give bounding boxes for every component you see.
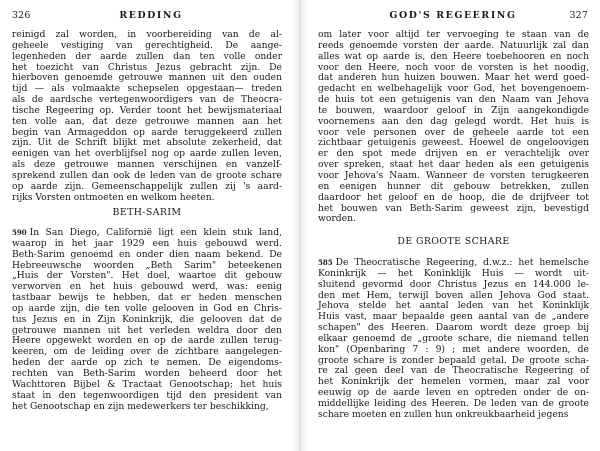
line-text: reeds genoemde vorsten der aarde. Natuurlijk zal dan — [318, 39, 589, 51]
line-text: tastbaar bewijs te hebben, dat er heden menschen — [12, 292, 282, 304]
line-text: verworven en het huis gebouwd werd, was: eenig — [12, 281, 282, 293]
line-text: middellijke leiding des Heeren. De leden van de groote — [318, 397, 589, 409]
line-text: daardoor het geloof en de hoop, die de drijfveer tot — [318, 191, 589, 203]
right-top-paragraph — [318, 30, 589, 225]
line-text: als de aardsche vertegenwoordigers van de Theocra- — [12, 94, 282, 106]
text-line — [318, 410, 589, 421]
line-text: rechten van Beth-Sarim worden beheerd door het — [12, 367, 282, 379]
line-text: tijd — als volmaakte schepselen opgestaan— treden — [12, 83, 282, 95]
line-text: te bouwen, waardoor geloof in Zijn aangekondigde — [318, 104, 589, 116]
text-line — [318, 204, 589, 215]
line-text: de huis tot een getuigenis van den Naam van Jehova — [318, 94, 589, 106]
line-text: over spreken, staat het daar heden als een getuigenis — [318, 159, 589, 171]
line-text: het toezicht van Christus Jezus gebracht zijn. De — [12, 61, 282, 73]
line-text: reinigd zal worden, in voorbereiding van de al- — [12, 29, 282, 40]
line-text: worden. — [318, 213, 356, 225]
line-text: „Huis der Vorsten". Het doel, waartoe dit gebouw — [12, 270, 282, 282]
line-text: geheele vestiging van gerechtigheid. De aange- — [12, 39, 282, 51]
line-text: rijks Vorsten ontmoeten en welkom heeten. — [12, 191, 215, 203]
line-text: elkaar genoemd de „groote schare, die niemand tellen — [318, 332, 589, 344]
line-text: het Koninkrijk der hemelen vormen, maar zal voor — [318, 376, 589, 388]
line-text: schare moeten en zullen hun onkreukbaarheid jegens — [318, 408, 569, 420]
paragraph-number: 585 — [318, 258, 333, 267]
left-section-paragraph — [12, 228, 282, 412]
line-text: Jehova stelde het aantal leden van het Koninklijk — [318, 300, 589, 312]
right-running-head: GOD'S REGEERING — [389, 10, 517, 21]
line-text: voor Jehova's Naam. Wanneer de vorsten terugkeeren — [318, 169, 589, 181]
line-text: Heere opgewekt worden en op de aarde zullen terug- — [12, 335, 282, 347]
line-text: den met Hem, terwijl boven allen Jehova God staat. — [318, 289, 589, 301]
line-text: re zal geen deel van de Theocratische Regeering of — [318, 365, 589, 377]
line-text: en eenigen hunner dit gebouw betrekken, zullen — [318, 180, 589, 192]
right-page — [304, 0, 600, 451]
line-text: staat in den tegenwoordigen tijd den president van — [12, 389, 282, 401]
text-line — [318, 214, 589, 225]
line-text: eenigen van het overblijfsel nog op aarde zullen leven, — [12, 148, 282, 160]
line-text: op aarde zijn. Gemeenschappelijk zullen zij 's aard- — [12, 180, 282, 192]
line-text: alles wat op aarde is, den Heere toebehooren en noch — [318, 50, 589, 62]
line-text: legenheden der aarde zullen dan ten volle onder — [12, 50, 282, 62]
right-page-header — [318, 10, 588, 24]
line-text: Wachttoren Bijbel & Tractaat Genootschap; het huis — [12, 378, 282, 390]
paragraph-number: 590 — [12, 228, 27, 237]
line-text: als deze getrouwe mannen verschijnen en vanzelf- — [12, 159, 282, 171]
line-text: zijn. Uit de Schrift blijkt met absolute zekerheid, dat — [12, 137, 282, 149]
right-section-paragraph — [318, 258, 589, 421]
line-text: sluitend gevormd door Christus Jezus en 144.000 le- — [318, 278, 589, 290]
line-text: voor den Heere, noch voor de vorsten is het noodig, — [318, 61, 589, 73]
line-text: waarop in het jaar 1929 een huis gebouwd werd. — [12, 237, 282, 249]
line-text: tus Jezus en in Zijn Koninkrijk, die gelooven dat de — [12, 313, 282, 325]
line-text: heden der aarde op zich te nemen. De eigendoms- — [12, 357, 282, 369]
line-text: voornemens aan den dag gelegd wordt. Het huis is — [318, 115, 589, 127]
line-text: ten volle aan, dat deze getrouwe mannen aan het — [12, 115, 282, 127]
line-text: hierboven genoemde getrouwe mannen uit den ouden — [12, 72, 282, 84]
left-page — [0, 0, 296, 451]
left-page-number: 326 — [12, 10, 31, 21]
text-line — [12, 402, 282, 413]
line-text: eeuwig op de aarde leven en optreden onder de on- — [318, 387, 589, 399]
line-text: Huis vast, maar bepaalde geen aantal van de „andere — [318, 311, 589, 323]
line-text: op aarde zijn, die ten volle gelooven in God en Chris- — [12, 302, 282, 314]
line-text: dat anderen hun huizen bouwen. Maar het werd goed- — [318, 72, 589, 84]
line-text: Koninkrijk — het Koninklijk Huis — wordt uit- — [318, 267, 589, 279]
line-text: sprekend zullen dan ook de leden van de groote schare — [12, 169, 282, 181]
line-text: zichtbaar getuigenis geweest. Hoewel de ongeloovigen — [318, 137, 589, 149]
line-text: om later voor altijd ter vervoeging te staan van de — [318, 29, 589, 40]
line-text: groote schare is zonder bepaald getal. De groote scha- — [318, 354, 589, 366]
line-text: begin van Armageddon op aarde teruggekeerd zullen — [12, 126, 282, 138]
line-text: keeren, om de leiding over de zichtbare aangelegen- — [12, 346, 282, 358]
line-text: kon" (Openbaring 7 : 9) ; met andere woorden, de — [318, 343, 589, 355]
right-page-number: 327 — [569, 10, 588, 21]
left-section-heading: BETH-SARIM — [112, 207, 182, 218]
left-running-head: REDDING — [119, 10, 183, 21]
line-text: In San Diego, Californië ligt een klein stuk land, — [29, 227, 282, 238]
right-section-heading: DE GROOTE SCHARE — [397, 236, 510, 247]
line-text: het bouwen van Beth-Sarim geweest zijn, bevestigd — [318, 202, 589, 214]
line-text: gedacht en welbehagelijk voor God, het bovengenoem- — [318, 83, 589, 95]
line-text: getrouwe mannen uit het verleden weldra door den — [12, 324, 282, 336]
left-top-paragraph — [12, 30, 282, 204]
line-text: Beth-Sarim genoemd en onder dien naam bekend. De — [12, 248, 282, 260]
line-text: het Genootschap en zijn medewerkers ter beschikking, — [12, 400, 269, 412]
left-page-header — [12, 10, 290, 24]
line-text: De Theocratische Regeering, d.w.z.: het hemelsche — [335, 257, 589, 268]
text-line — [12, 193, 282, 204]
line-text: voor vele personen over de geheele aarde tot een — [318, 126, 589, 138]
line-text: er den spot mede drijven en er verachtelijk over — [318, 148, 589, 160]
line-text: tische Regeering op. Verder toont het bewijsmateriaal — [12, 104, 282, 116]
line-text: Hebreeuwsche woorden „Beth Sarim" beteekenen — [12, 259, 282, 271]
line-text: schapen" des Heeren. Daarom wordt deze groep bij — [318, 322, 589, 334]
